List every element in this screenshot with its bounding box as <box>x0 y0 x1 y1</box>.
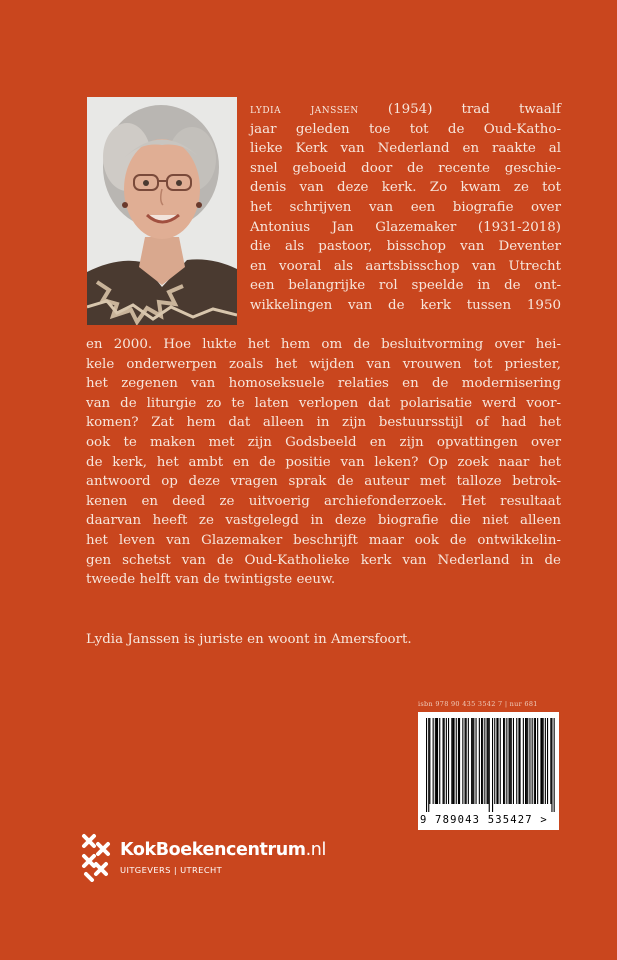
barcode-bar <box>482 718 483 804</box>
publisher-name: KokBoekencentrum.nl <box>120 840 326 860</box>
barcode-bar <box>532 718 533 804</box>
body-line: kele onderwerpen zoals het wijden van vrouwen tot priester, <box>86 356 561 372</box>
barcode-bar <box>444 718 445 804</box>
body-line: daarvan heeft ze vastgelegd in deze biografie die niet alleen <box>86 513 561 529</box>
intro-line: denis van deze kerk. Zo kwam ze tot <box>250 180 561 196</box>
intro-line: het schrijven van een biografie over <box>250 199 561 215</box>
barcode-bar <box>504 718 505 804</box>
barcode-bar <box>535 718 536 804</box>
barcode-bar <box>503 718 504 804</box>
author-photo <box>87 97 237 325</box>
body-line: het leven van Glazemaker beschrijft maar ook de ontwikkelin- <box>86 532 561 548</box>
barcode-bar <box>527 718 528 804</box>
barcode-bar <box>452 718 453 804</box>
barcode-bar <box>458 718 459 804</box>
barcode-bar <box>489 718 490 812</box>
body-line: tweede helft van de twintigste eeuw. <box>86 572 336 588</box>
barcode-bar <box>435 718 436 804</box>
barcode-bar <box>487 718 488 804</box>
portrait-photo <box>87 97 237 325</box>
body-line: de kerk, het ambt en de positie van leken? Op zoek naar het <box>86 454 561 470</box>
barcode-bar <box>466 718 467 804</box>
barcode-bar <box>534 718 535 804</box>
barcode-bar <box>494 718 495 804</box>
barcode-bar <box>462 718 463 804</box>
body-line: kenen en deed ze uitvoerig archiefonderzoek. Het resultaat <box>86 493 561 509</box>
barcode-bar <box>481 718 482 804</box>
barcode-bar <box>437 718 438 804</box>
barcode-bar <box>484 718 485 804</box>
barcode <box>418 712 559 830</box>
barcode-bar <box>433 718 434 804</box>
barcode-bar <box>498 718 499 804</box>
barcode-bar <box>550 718 551 804</box>
body-line: ook te maken met zijn Godsbeeld en zijn opvattingen over <box>86 434 561 450</box>
body-line: het zegenen van homoseksuele relaties en de modernisering <box>86 376 561 392</box>
barcode-bar <box>545 718 546 804</box>
barcode-bar <box>506 718 507 804</box>
barcode-bar <box>510 718 511 804</box>
body-line: antwoord op deze vragen sprak de auteur met talloze betrok- <box>86 474 561 490</box>
barcode-bar <box>509 718 510 804</box>
intro-line: Antonius Jan Glazemaker (1931-2018) <box>250 219 561 235</box>
barcode-bar <box>525 718 526 804</box>
barcode-bar <box>443 718 444 804</box>
barcode-bar <box>468 718 469 804</box>
barcode-bar <box>472 718 473 804</box>
publisher-subtitle: UITGEVERS | UTRECHT <box>120 865 223 875</box>
body-line: van de liturgie zo te laten verlopen dat polarisatie werd voor- <box>86 395 561 411</box>
barcode-bar <box>511 718 512 804</box>
barcode-bar <box>523 718 524 804</box>
barcode-digits: 9 789043 535427 > <box>420 814 548 826</box>
barcode-bar <box>471 718 472 804</box>
intro-line: jaar geleden toe tot de Oud-Katho- <box>250 121 561 137</box>
body-paragraph <box>86 335 561 590</box>
barcode-bar <box>439 718 440 804</box>
barcode-bar <box>496 718 497 804</box>
barcode-bar <box>429 718 430 804</box>
barcode-bar <box>454 718 455 804</box>
barcode-bar <box>456 718 457 804</box>
intro-line: (1954) trad twaalf <box>358 102 561 117</box>
barcode-bar <box>476 718 477 804</box>
barcode-bars <box>418 712 559 812</box>
barcode-bar <box>543 718 544 804</box>
barcode-bar <box>516 718 517 804</box>
barcode-bar <box>526 718 527 804</box>
author-bio: Lydia Janssen is juriste en woont in Amersfoort. <box>86 632 412 647</box>
intro-line: snel geboeid door de recente geschie- <box>250 160 561 176</box>
barcode-bar <box>446 718 447 804</box>
barcode-bar <box>540 718 541 804</box>
barcode-bar <box>554 718 555 812</box>
barcode-bar <box>513 718 514 804</box>
barcode-bar <box>529 718 530 804</box>
barcode-bar <box>488 718 489 804</box>
barcode-bar <box>479 718 480 804</box>
barcode-bar <box>451 718 452 804</box>
intro-line: en vooral als aartsbisschop van Utrecht <box>250 258 561 274</box>
barcode-bar <box>537 718 538 804</box>
intro-line: die als pastoor, bisschop van Deventer <box>250 239 561 255</box>
barcode-bar <box>426 718 427 812</box>
body-line: gen schetst van de Oud-Katholieke kerk van Nederland in de <box>86 552 561 568</box>
barcode-bar <box>492 718 493 812</box>
isbn-line: isbn 978 90 435 3542 7 | nur 681 <box>418 700 538 708</box>
body-line: komen? Zat hem dat alleen in zijn bestuursstijl of had het <box>86 415 561 431</box>
barcode-bar <box>465 718 466 804</box>
barcode-bar <box>459 718 460 804</box>
body-line: en 2000. Hoe lukte het hem om de besluitvorming over hei- <box>86 337 561 352</box>
barcode-bar <box>547 718 548 804</box>
barcode-bar <box>542 718 543 804</box>
intro-line: wikkelingen van de kerk tussen 1950 <box>250 297 561 313</box>
author-name: lydia janssen <box>250 102 359 117</box>
barcode-bar <box>520 718 521 804</box>
barcode-bar <box>473 718 474 804</box>
intro-line: lieke Kerk van Nederland en raakte al <box>250 141 561 157</box>
barcode-bar <box>436 718 437 804</box>
kokboekencentrum-logo-icon <box>80 830 116 882</box>
barcode-bar <box>551 718 552 812</box>
barcode-bar <box>448 718 449 804</box>
barcode-bar <box>500 718 501 804</box>
barcode-bar <box>518 718 519 804</box>
intro-line: een belangrijke rol speelde in de ont- <box>250 278 561 294</box>
barcode-bar <box>428 718 429 812</box>
intro-paragraph <box>250 100 561 316</box>
